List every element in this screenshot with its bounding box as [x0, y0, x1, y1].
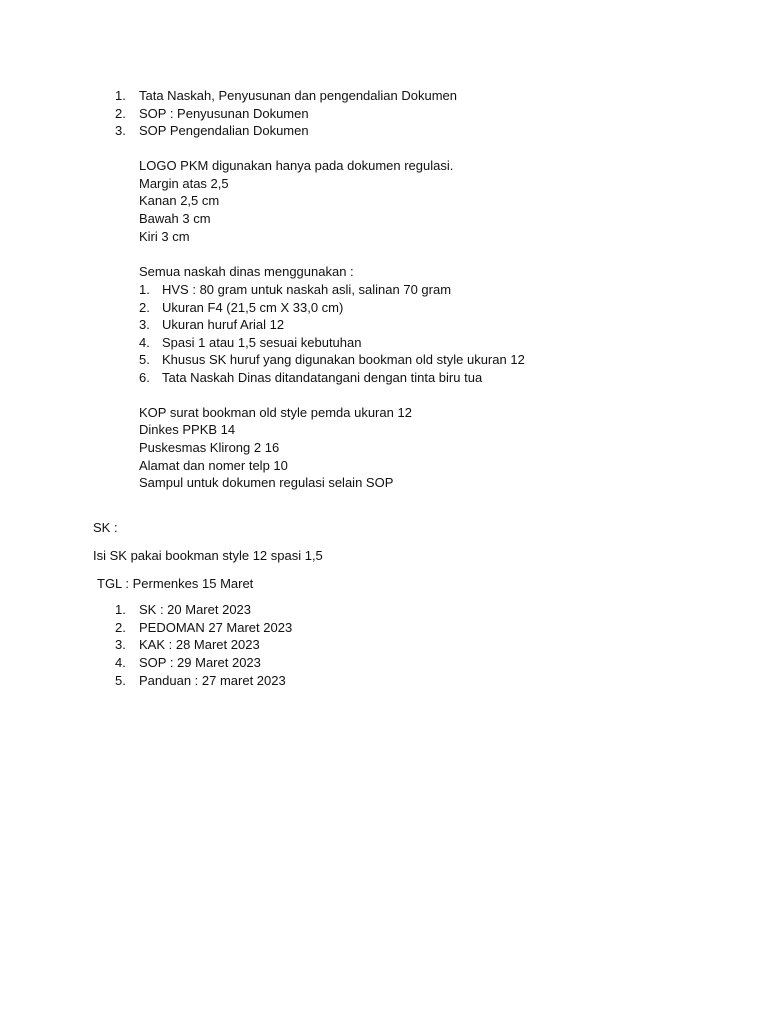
list2-item-2-text: Ukuran F4 (21,5 cm X 33,0 cm) [162, 300, 344, 315]
list3-item-1-number: 1. [115, 602, 126, 617]
dinkes-note: Dinkes PPKB 14 [139, 422, 236, 437]
logo-note: LOGO PKM digunakan hanya pada dokumen regulasi. [139, 158, 454, 173]
list1-item-1-text: Tata Naskah, Penyusunan dan pengendalian Dokumen [139, 88, 458, 103]
sk-label: SK : [93, 520, 118, 535]
alamat-note: Alamat dan nomer telp 10 [139, 458, 288, 473]
list3-item-5-number: 5. [115, 673, 126, 688]
list1-item-2-number: 2. [115, 106, 126, 121]
margin-top-note: Margin atas 2,5 [139, 176, 229, 191]
list3-item-2-text: PEDOMAN 27 Maret 2023 [139, 620, 293, 635]
list3-item-2-number: 2. [115, 620, 126, 635]
sampul-note: Sampul untuk dokumen regulasi selain SOP [139, 475, 394, 490]
margin-left-note: Kiri 3 cm [139, 229, 190, 244]
isi-sk-note: Isi SK pakai bookman style 12 spasi 1,5 [93, 548, 323, 563]
list2-item-2-number: 2. [139, 300, 150, 315]
list3-item-4-text: SOP : 29 Maret 2023 [139, 655, 261, 670]
list1-item-2-text: SOP : Penyusunan Dokumen [139, 106, 309, 121]
list3-item-1-text: SK : 20 Maret 2023 [139, 602, 252, 617]
list3-item-5-text: Panduan : 27 maret 2023 [139, 673, 286, 688]
list2-item-1-text: HVS : 80 gram untuk naskah asli, salinan 70 gram [162, 282, 452, 297]
list2-item-5-number: 5. [139, 352, 150, 367]
list3-item-3-number: 3. [115, 637, 126, 652]
list2-item-3-text: Ukuran huruf Arial 12 [162, 317, 285, 332]
kop-note: KOP surat bookman old style pemda ukuran 12 [139, 405, 412, 420]
list3-item-3-text: KAK : 28 Maret 2023 [139, 637, 260, 652]
margin-bottom-note: Bawah 3 cm [139, 211, 211, 226]
tgl-note: TGL : Permenkes 15 Maret [97, 576, 254, 591]
list1-item-3-text: SOP Pengendalian Dokumen [139, 123, 309, 138]
margin-right-note: Kanan 2,5 cm [139, 193, 220, 208]
list2-item-5-text: Khusus SK huruf yang digunakan bookman old style ukuran 12 [162, 352, 525, 367]
semua-naskah-heading: Semua naskah dinas menggunakan : [139, 264, 354, 279]
list2-item-1-number: 1. [139, 282, 150, 297]
list2-item-4-number: 4. [139, 335, 150, 350]
puskesmas-note: Puskesmas Klirong 2 16 [139, 440, 280, 455]
list1-item-3-number: 3. [115, 123, 126, 138]
list2-item-6-number: 6. [139, 370, 150, 385]
list3-item-4-number: 4. [115, 655, 126, 670]
list2-item-3-number: 3. [139, 317, 150, 332]
list1-item-1-number: 1. [115, 88, 126, 103]
list2-item-6-text: Tata Naskah Dinas ditandatangani dengan tinta biru tua [162, 370, 483, 385]
list2-item-4-text: Spasi 1 atau 1,5 sesuai kebutuhan [162, 335, 362, 350]
